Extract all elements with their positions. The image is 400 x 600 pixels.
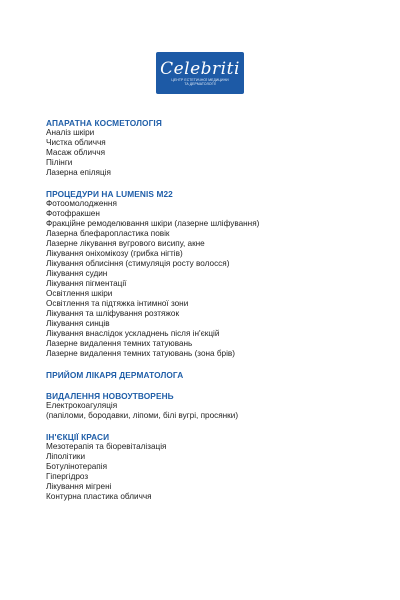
list-item: Чистка обличчя [46,138,106,147]
list-item: Масаж обличчя [46,148,106,157]
list-item: Лазерне видалення темних татуювань [46,339,193,348]
list-item: Гіпергідроз [46,472,89,481]
list-item: Лазерна епіляція [46,168,111,177]
section-neoplasm-removal [46,391,356,421]
section-hardware-cosmetology [46,118,356,178]
section-beauty-injections [46,432,356,502]
section-heading: ПРИЙОМ ЛІКАРЯ ДЕРМАТОЛОГА [46,370,184,380]
section-heading: ІН'ЄКЦІЇ КРАСИ [46,432,110,442]
section-items [46,401,356,421]
services-list [46,118,356,513]
list-item: Електрокоагуляція [46,401,118,410]
section-heading: АПАРАТНА КОСМЕТОЛОГІЯ [46,118,162,128]
list-item: Лікування облисіння (стимуляція росту волосся) [46,259,230,268]
list-item: Освітлення шкіри [46,289,113,298]
list-item: (папіломи, бородавки, ліпоми, білі вугрі, просянки) [46,411,239,420]
list-item: Лікування судин [46,269,108,278]
list-item: Пілінги [46,158,73,167]
section-items [46,199,356,359]
logo-tagline: ЦЕНТР ЕСТЕТИЧНОЇ МЕДИЦИНИ ТА ДЕРМАТОЛОГІЇ [171,78,229,86]
logo-name: Celebriti [160,59,240,79]
list-item: Лікування та шліфування розтяжок [46,309,180,318]
list-item: Контурна пластика обличчя [46,492,152,501]
list-item: Фотофракшен [46,209,100,218]
celebriti-logo [156,52,244,94]
list-item: Фракційне ремоделювання шкіри (лазерне шліфування) [46,219,260,228]
list-item: Лазерне лікування вугрового висипу, акне [46,239,205,248]
section-dermatologist-appointment [46,370,356,380]
list-item: Мезотерапія та біоревіталізація [46,442,167,451]
list-item: Фотоомолодження [46,199,117,208]
list-item: Лікування внаслідок ускладнень після ін'єкцій [46,329,220,338]
list-item: Лазерне видалення темних татуювань (зона брів) [46,349,236,358]
section-lumenis-m22 [46,189,356,359]
list-item: Лікування оніхомікозу (грибка нігтів) [46,249,183,258]
list-item: Лікування пігментації [46,279,127,288]
section-heading: ПРОЦЕДУРИ НА LUMENIS M22 [46,189,173,199]
section-items [46,442,356,502]
list-item: Лікування мігрені [46,482,112,491]
list-item: Лікування синців [46,319,110,328]
section-heading: ВИДАЛЕННЯ НОВОУТВОРЕНЬ [46,391,174,401]
section-items [46,128,356,178]
list-item: Аналіз шкіри [46,128,95,137]
list-item: Ботулінотерапія [46,462,107,471]
list-item: Лазерна блефаропластика повік [46,229,170,238]
list-item: Ліполітики [46,452,86,461]
list-item: Освітлення та підтяжка інтимної зони [46,299,189,308]
